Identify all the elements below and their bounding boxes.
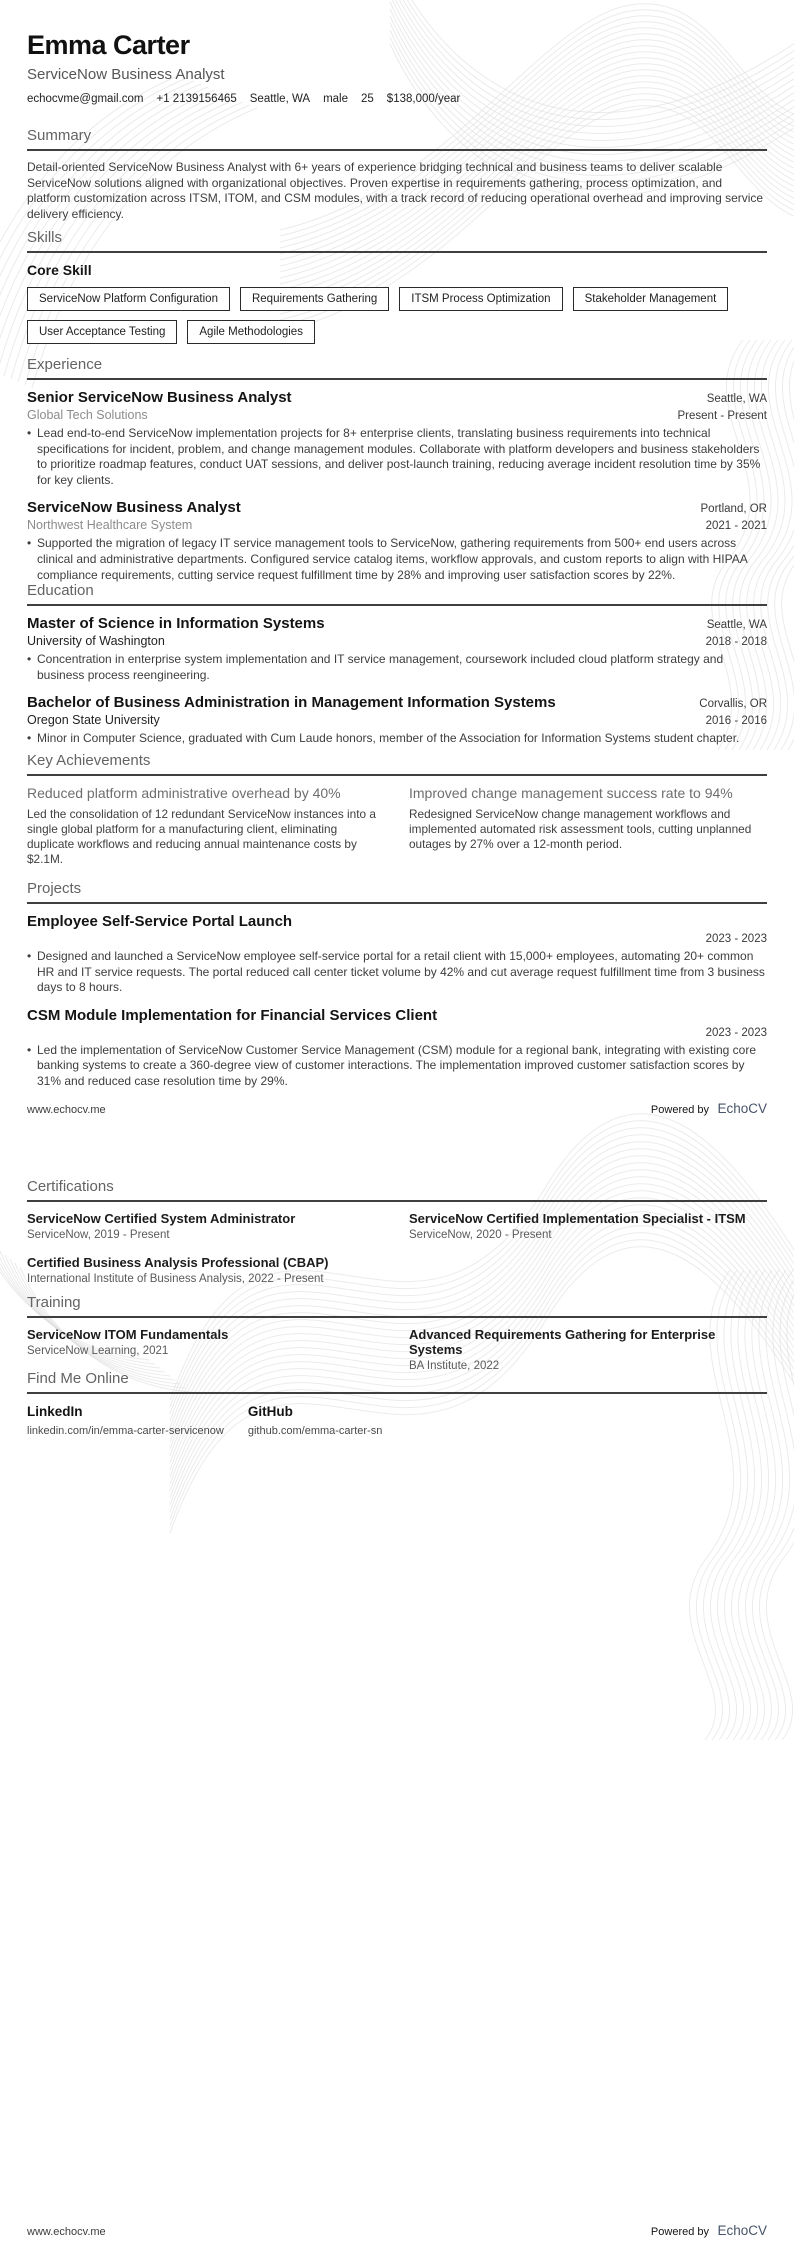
project-entry [27, 913, 767, 996]
section-title-certifications: Certifications [27, 1178, 114, 1195]
education-dates: 2018 - 2018 [705, 636, 767, 648]
skill-pill-list [27, 287, 767, 344]
skill-pill: ITSM Process Optimization [399, 287, 562, 311]
section-skills [27, 229, 767, 344]
section-title-education: Education [27, 582, 94, 599]
job-location: Seattle, WA [706, 393, 767, 405]
education-entry [27, 694, 767, 747]
achievement-text: Led the consolidation of 12 redundant ServiceNow instances into a single global platform for a manufacturing client, eliminating duplicate workflows and reducing annual maintenance costs by $2.1M. [27, 807, 376, 866]
achievement-item [409, 785, 767, 867]
project-entry [27, 1007, 767, 1090]
section-rule [27, 251, 767, 253]
section-rule [27, 1392, 767, 1394]
footer-site-link[interactable]: www.echocv.me [27, 2226, 106, 2238]
section-rule [27, 1200, 767, 1202]
profile-label-github: GitHub [247, 1404, 293, 1419]
profile-label-linkedin: LinkedIn [27, 1404, 83, 1419]
section-title-experience: Experience [27, 356, 103, 373]
education-bullet: • Minor in Computer Science, graduated with Cum Laude honors, member of the Association for Information Systems student chapter. [27, 731, 767, 747]
section-rule [27, 604, 767, 606]
section-certifications [27, 1178, 767, 1285]
section-rule [27, 149, 767, 151]
contact-gender: male [323, 93, 348, 106]
school-name: University of Washington [27, 634, 165, 648]
job-location: Portland, OR [700, 503, 767, 516]
section-title-training: Training [27, 1294, 81, 1311]
project-bullet: • Designed and launched a ServiceNow employee self-service portal for a retail client with 15,000+ employees, automating 20+ common HR and IT service requests. The portal reduced call center ticket volume by 42% and cut average request fulfillment time from 3 business days to 8 hours. [27, 949, 767, 996]
echocv-brand-link[interactable]: EchoCV [717, 2223, 767, 2238]
training-issuer: BA Institute, 2022 [409, 1360, 500, 1372]
skill-pill: ServiceNow Platform Configuration [27, 287, 230, 311]
achievement-text: Redesigned ServiceNow change management workflows and implemented automated risk assessment tools, cutting unplanned outages by 27% over a 12-month period. [409, 807, 752, 851]
education-bullet: • Concentration in enterprise system implementation and IT service management, coursework included cloud platform strategy and business process reengineering. [27, 652, 767, 683]
training-item [409, 1327, 767, 1372]
achievement-item [27, 785, 385, 867]
section-title-skills: Skills [27, 229, 63, 246]
skill-pill: User Acceptance Testing [27, 320, 177, 344]
certification-issuer: ServiceNow, 2019 - Present [27, 1229, 170, 1241]
experience-entry [27, 389, 767, 488]
section-title-find-me-online: Find Me Online [27, 1370, 129, 1387]
page2-footer [27, 2222, 767, 2240]
contact-age: 25 [361, 93, 374, 106]
person-name: Emma Carter [27, 30, 190, 60]
job-bullet: • Lead end-to-end ServiceNow implementation projects for 8+ enterprise clients, translating business requirements into technical specifications for incident, problem, and change management modules. Collaborate with platform developers and business stakeholders to prioritize roadmap features, conduct UAT sessions, and deliver post-launch training, reducing average incident resolution time by 35% for key clients. [27, 426, 767, 488]
section-rule [27, 902, 767, 904]
section-title-projects: Projects [27, 880, 82, 897]
certification-item [27, 1211, 385, 1241]
degree-title: Master of Science in Information Systems [27, 615, 325, 632]
job-dates: 2021 - 2021 [705, 520, 767, 533]
training-title: ServiceNow ITOM Fundamentals [27, 1327, 229, 1342]
contact-location: Seattle, WA [249, 93, 311, 106]
certification-title: ServiceNow Certified System Administrator [27, 1211, 296, 1226]
section-rule [27, 1316, 767, 1318]
project-dates: 2023 - 2023 [705, 1026, 767, 1039]
achievement-title: Reduced platform administrative overhead by 40% [27, 785, 341, 801]
skill-pill: Agile Methodologies [187, 320, 315, 344]
section-training [27, 1294, 767, 1372]
contact-salary: $138,000/year [386, 93, 461, 106]
section-summary [27, 127, 767, 222]
skill-pill: Requirements Gathering [240, 287, 389, 311]
school-name: Oregon State University [27, 713, 160, 728]
footer-powered [651, 1100, 767, 1118]
degree-title: Bachelor of Business Administration in Management Information Systems [27, 694, 556, 712]
section-key-achievements [27, 752, 767, 867]
job-bullet: • Supported the migration of legacy IT service management tools to ServiceNow, gathering requirements from 500+ end users across clinical and administrative departments. Configured service catalog items, workflow approvals, and custom reports to align with HIPAA compliance requirements, cutting service request fulfillment time by 28% and improving user satisfaction scores by 22%. [27, 536, 767, 583]
certification-title: Certified Business Analysis Professional (CBAP) [27, 1255, 329, 1270]
school-location: Corvallis, OR [699, 698, 767, 711]
certification-item [27, 1255, 385, 1285]
project-title: CSM Module Implementation for Financial Services Client [27, 1006, 438, 1024]
person-title: ServiceNow Business Analyst [27, 66, 225, 84]
training-issuer: ServiceNow Learning, 2021 [27, 1345, 169, 1357]
job-title: Senior ServiceNow Business Analyst [27, 389, 292, 406]
job-dates: Present - Present [677, 410, 767, 422]
profile-url-github[interactable]: github.com/emma-carter-sn [247, 1425, 383, 1437]
training-item [27, 1327, 385, 1372]
experience-entry [27, 499, 767, 583]
echocv-brand-link[interactable]: EchoCV [717, 1101, 767, 1116]
contact-phone: +1 2139156465 [156, 93, 237, 106]
section-title-key-achievements: Key Achievements [27, 752, 151, 769]
footer-powered [651, 2222, 767, 2240]
section-rule [27, 378, 767, 380]
footer-site-link[interactable]: www.echocv.me [27, 1104, 106, 1116]
job-title: ServiceNow Business Analyst [27, 499, 241, 517]
summary-text: Detail-oriented ServiceNow Business Analyst with 6+ years of experience bridging technical and business teams to deliver scalable ServiceNow solutions aligned with organizational objectives. Proven expertise in requirements gathering, process optimization, and platform customization across ITSM, ITOM, and CSM modules, with a track record of reducing operational overhead and improving service delivery efficiency. [27, 160, 764, 221]
certification-issuer: International Institute of Business Analysis, 2022 - Present [27, 1273, 324, 1285]
section-find-me-online [27, 1370, 767, 1437]
section-projects [27, 880, 767, 1090]
powered-by-label: Powered by [650, 1104, 710, 1116]
school-location: Seattle, WA [706, 619, 767, 631]
profile-url-linkedin[interactable]: linkedin.com/in/emma-carter-servicenow [27, 1425, 224, 1437]
company-name: Global Tech Solutions [27, 408, 148, 422]
certification-title: ServiceNow Certified Implementation Specialist - ITSM [409, 1211, 746, 1226]
section-title-summary: Summary [27, 127, 92, 144]
page1-footer [27, 1100, 767, 1118]
section-experience [27, 356, 767, 583]
achievement-title: Improved change management success rate to 94% [409, 785, 733, 801]
certification-issuer: ServiceNow, 2020 - Present [409, 1229, 552, 1241]
section-education [27, 582, 767, 747]
education-entry [27, 615, 767, 683]
online-profile-item [27, 1404, 224, 1437]
contact-email[interactable]: echocvme@gmail.com [27, 93, 144, 106]
skills-group-label: Core Skill [27, 262, 92, 278]
online-profile-item [248, 1404, 383, 1437]
project-bullet: • Led the implementation of ServiceNow Customer Service Management (CSM) module for a regional bank, integrating with existing core banking systems to create a 360-degree view of customer interactions. The implementation improved customer satisfaction scores by 31% and reduced case resolution time by 29%. [27, 1043, 767, 1090]
training-title: Advanced Requirements Gathering for Enterprise Systems [409, 1327, 716, 1357]
contact-line [27, 93, 767, 105]
company-name: Northwest Healthcare System [27, 518, 193, 533]
project-title: Employee Self-Service Portal Launch [27, 913, 293, 930]
project-dates: 2023 - 2023 [705, 933, 767, 945]
header [27, 30, 767, 105]
powered-by-label: Powered by [650, 2226, 710, 2238]
certification-item [409, 1211, 767, 1241]
section-rule [27, 774, 767, 776]
skill-pill: Stakeholder Management [573, 287, 729, 311]
education-dates: 2016 - 2016 [705, 715, 767, 728]
